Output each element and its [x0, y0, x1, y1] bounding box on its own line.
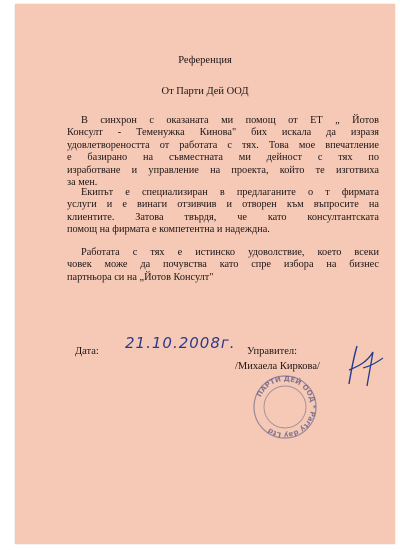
- paragraph-2: [67, 187, 379, 237]
- svg-text:ПАРТИ ДЕЙ ООД * Party day Ltd: [255, 375, 317, 439]
- letter-page: [15, 4, 395, 544]
- manager-name: /Михаела Киркова/: [235, 361, 320, 372]
- paragraph-1: [67, 115, 379, 189]
- paragraph-line: Работата с тях е истинско удоволствие, което всеки: [81, 247, 379, 258]
- paragraph-3: [67, 247, 379, 284]
- company-stamp: [251, 373, 319, 441]
- stamp-text: ПАРТИ ДЕЙ ООД * Party day Ltd: [255, 374, 318, 440]
- paragraph-line: човек може да почувства като спре избора на бизнес: [67, 259, 379, 271]
- paragraph-line: клиентите. Затова твърдя, че като консултантската: [67, 211, 379, 223]
- handwritten-date: 21.10.2008г.: [125, 334, 236, 352]
- paragraph-line: услуги и е винаги отзивчив и отворен към въпросите на: [67, 199, 379, 211]
- paragraph-line: е базирано на съвместната ми дейност с тях по: [67, 152, 379, 164]
- paragraph-line: изработване и управление на проекта, който те изготвиха: [67, 164, 379, 176]
- paragraph-line: Екипът е специализиран в предлаганите о т фирмата: [81, 187, 379, 198]
- paragraph-line: партньора си на „Йотов Консулт": [67, 271, 214, 283]
- paragraph-line: помощ на фирмата е компетентна и надеждна.: [67, 224, 270, 236]
- date-label: Дата:: [75, 346, 99, 357]
- paragraph-line: Консулт - Теменужка Кинова" бих искала да изразя: [67, 127, 379, 139]
- signature-mark: [343, 340, 387, 390]
- paragraph-line: В синхрон с оказаната ми помощ от ЕТ „ Йотов: [81, 115, 379, 126]
- manager-title: Управител:: [247, 346, 298, 357]
- document-title: Референция: [178, 55, 232, 66]
- paragraph-line: за мен.: [67, 177, 98, 189]
- sender-line: От Парти Дей ООД: [161, 86, 249, 97]
- paragraph-line: удовлетвореността от работата с тях. Това мое впечатление: [67, 139, 379, 151]
